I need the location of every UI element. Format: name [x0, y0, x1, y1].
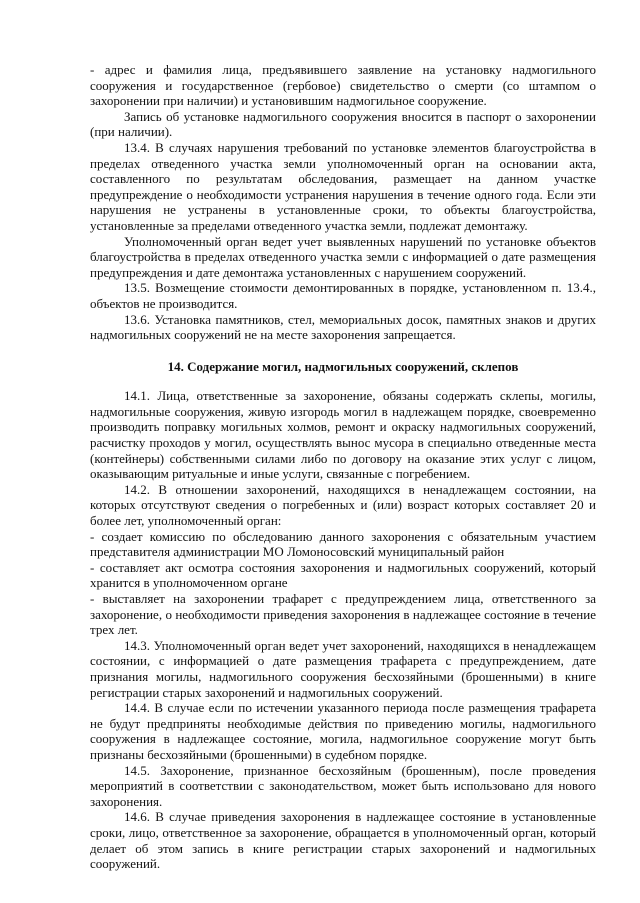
paragraph-13-4: 13.4. В случаях нарушения требований по установке элементов благоустройства в пределах отведенного участка земли уполномоченный орган на основании акта, составленного по результатам обследования, размещает на данном участке предупреждение о необходимости устранения нарушения в течение одного года. Если эти нарушения не устранены в установленные сроки, то объекты благоустройства, установленные за пределами отведенного участка земли, подлежат демонтажу. — [90, 139, 596, 233]
paragraph-violations-registry: Уполномоченный орган ведет учет выявленных нарушений по установке объектов благоустройства в пределах отведенного участка земли с информацией о дате размещения предупреждения и дате демонтажа установленных с нарушением сооружений. — [90, 233, 596, 280]
list-item-inspection-act: - составляет акт осмотра состояния захоронения и надмогильных сооружений, который хранится в уполномоченном органе — [90, 559, 596, 591]
document-page — [90, 62, 596, 872]
paragraph-13-6: 13.6. Установка памятников, стел, мемориальных досок, памятных знаков и других надмогильных сооружений не на месте захоронения запрещается. — [90, 311, 596, 343]
section-14-heading: 14. Содержание могил, надмогильных сооружений, склепов — [167, 358, 519, 374]
paragraph-passport-record: Запись об установке надмогильного сооружения вносится в паспорт о захоронении (при наличии). — [90, 108, 596, 140]
paragraph-14-1: 14.1. Лица, ответственные за захоронение, обязаны содержать склепы, могилы, надмогильные сооружения, живую изгородь могил в надлежащем порядке, своевременно производить поправку могильных холмов, ремонт и окраску надмогильных сооружений, расчистку проходов у могил, осуществлять вынос мусора в специально отведенные места (контейнеры) собственными силами либо по договору на оказание этих услуг с лицом, оказывающим ритуальные и иные услуги, связанные с погребением. — [90, 388, 596, 482]
paragraph-14-6: 14.6. В случае приведения захоронения в надлежащее состояние в установленные сроки, лицо, ответственное за захоронение, обращается в уполномоченный орган, который делает об этом запись в книге регистрации старых захоронений и надмогильных сооружений. — [90, 809, 596, 872]
paragraph-14-2: 14.2. В отношении захоронений, находящихся в ненадлежащем состоянии, на которых отсутствуют сведения о погребенных и (или) возраст которых составляет 20 и более лет, уполномоченный орган: — [90, 481, 596, 529]
paragraph-14-4: 14.4. В случае если по истечении указанного периода после размещения трафарета не будут предприняты необходимые действия по приведению могилы, надмогильного сооружения в надлежащее состояние, могила, надмогильное сооружение могут быть признаны бесхозяйными (брошенными) в судебном порядке. — [90, 700, 596, 762]
list-item-commission: - создает комиссию по обследованию данного захоронения с обязательным участием представителя администрации МО Ломоносовский муниципальный район — [90, 528, 596, 560]
paragraph-14-3: 14.3. Уполномоченный орган ведет учет захоронений, находящихся в ненадлежащем состоянии, с информацией о дате размещения трафарета с предупреждением, дате признания могилы, надмогильного сооружения бесхозяйными (брошенными) в книге регистрации старых захоронений и надмогильных сооружений. — [90, 637, 596, 700]
paragraph-13-5: 13.5. Возмещение стоимости демонтированных в порядке, установленном п. 13.4., объектов не производится. — [90, 280, 596, 311]
paragraph-applicant-address: - адрес и фамилия лица, предъявившего заявление на установку надмогильного сооружения и государственное (гербовое) свидетельство о смерти (со штампом о захоронении при наличии) и установившим надмогильное сооружение. — [90, 62, 596, 109]
list-item-stencil-warning: - выставляет на захоронении трафарет с предупреждением лица, ответственного за захоронение, о необходимости приведения захоронения в надлежащее состояние в течение трех лет. — [90, 591, 596, 638]
paragraph-14-5: 14.5. Захоронение, признанное бесхозяйным (брошенным), после проведения мероприятий в соответствии с законодательством, может быть использовано для нового захоронения. — [90, 762, 596, 809]
